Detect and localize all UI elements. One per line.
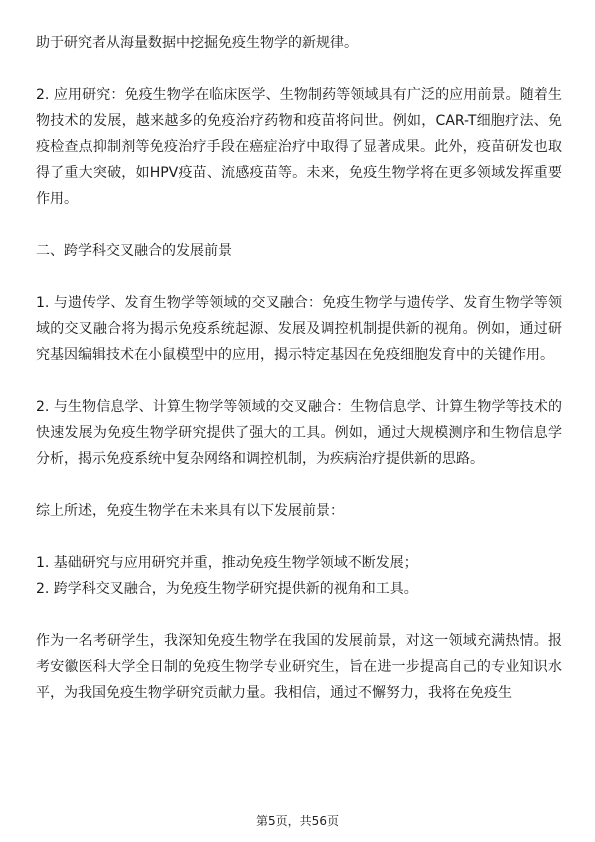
paragraph-bioinformatics-crossover: 2. 与生物信息学、计算生物学等领域的交叉融合：生物信息学、计算生物学等技术的快速发展为免疫生物学研究提供了强大的工具。例如，通过大规模测序和生物信息学分析，揭示免疫系统中复杂网络和调控机制，为疾病治疗提供新的思路。 [36,399,562,467]
paragraph-summary-intro: 综上所述，免疫生物学在未来具有以下发展前景： [36,503,344,519]
page-number: 第5页，共56页 [256,814,339,828]
section-heading: 二、跨学科交叉融合的发展前景 [36,243,232,259]
paragraph-continuation: 助于研究者从海量数据中挖掘免疫生物学的新规律。 [36,35,358,51]
list-item-1: 1. 基础研究与应用研究并重，推动免疫生物学领域不断发展； [36,555,418,571]
paragraph-personal-statement: 作为一名考研学生，我深知免疫生物学在我国的发展前景，对这一领域充满热情。报考安徽医科大学全日制的免疫生物学专业研究生，旨在进一步提高自己的专业知识水平，为我国免疫生物学研究贡献力量。我相信，通过不懈努力，我将在免疫生 [36,633,562,701]
document-body [36,30,562,732]
paragraph-genetics-crossover: 1. 与遗传学、发育生物学等领域的交叉融合：免疫生物学与遗传学、发育生物学等领域的交叉融合将为揭示免疫系统起源、发展及调控机制提供新的视角。例如，通过研究基因编辑技术在小鼠模型中的应用，揭示特定基因在免疫细胞发育中的关键作用。 [36,295,562,363]
list-item-2: 2. 跨学科交叉融合，为免疫生物学研究提供新的视角和工具。 [36,581,418,597]
paragraph-application-research: 2. 应用研究：免疫生物学在临床医学、生物制药等领域具有广泛的应用前景。随着生物技术的发展，越来越多的免疫治疗药物和疫苗将问世。例如，CAR-T细胞疗法、免疫检查点抑制剂等免疫治疗手段在癌症治疗中取得了显著成果。此外，疫苗研发也取得了重大突破，如HPV疫苗、流感疫苗等。未来，免疫生物学将在更多领域发挥重要作用。 [36,87,562,207]
